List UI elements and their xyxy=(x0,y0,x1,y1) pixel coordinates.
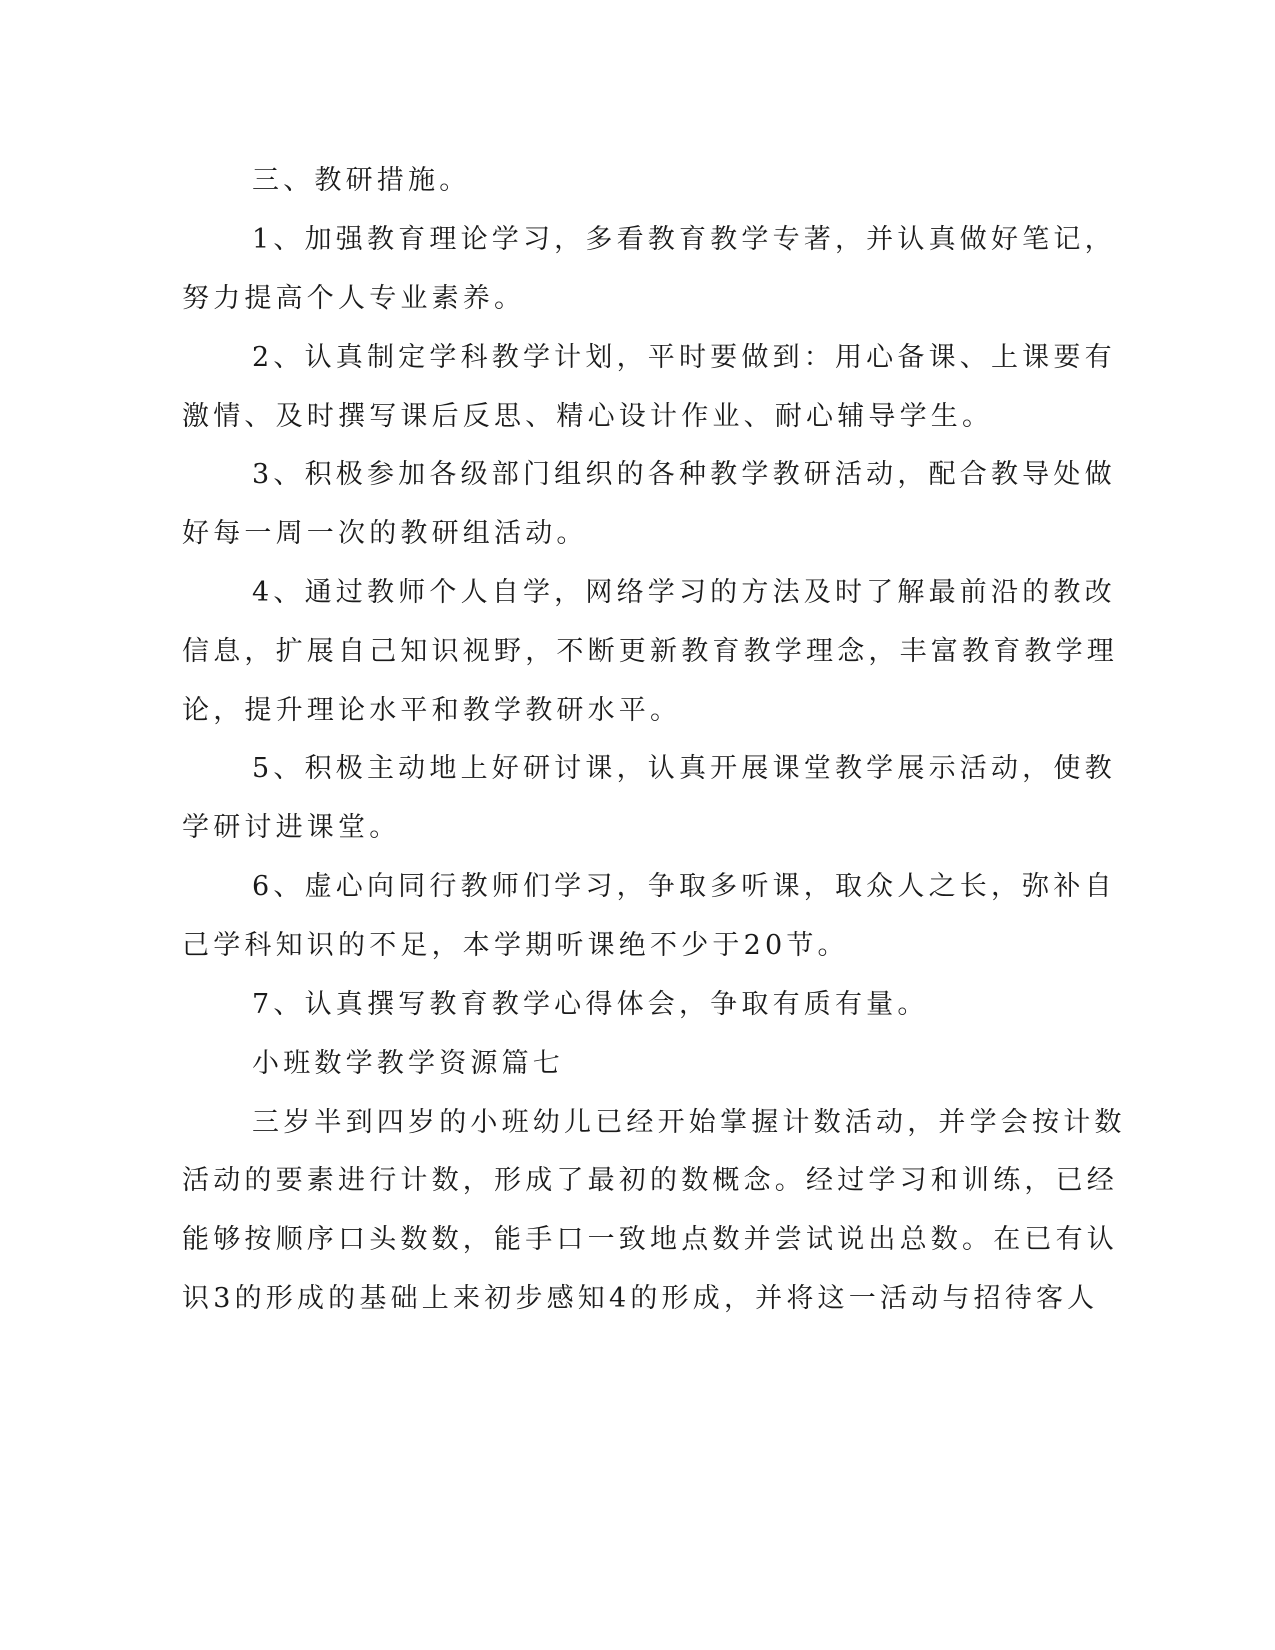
paragraph-line: 信息，扩展自己知识视野，不断更新教育教学理念，丰富教育教学理 xyxy=(182,636,1118,667)
paragraph-line: 3、积极参加各级部门组织的各种教学教研活动，配合教导处做 xyxy=(252,459,1116,490)
paragraph-line: 2、认真制定学科教学计划，平时要做到：用心备课、上课要有 xyxy=(252,342,1116,373)
paragraph-line: 好每一周一次的教研组活动。 xyxy=(182,518,588,549)
paragraph-line: 1、加强教育理论学习，多看教育教学专著，并认真做好笔记， xyxy=(252,224,1116,255)
paragraph-line: 7、认真撰写教育教学心得体会，争取有质有量。 xyxy=(252,989,929,1020)
paragraph-line: 5、积极主动地上好研讨课，认真开展课堂教学展示活动，使教 xyxy=(252,753,1116,784)
paragraph-line: 学研讨进课堂。 xyxy=(182,812,401,843)
paragraph-line: 4、通过教师个人自学，网络学习的方法及时了解最前沿的教改 xyxy=(252,577,1116,608)
paragraph-line: 三岁半到四岁的小班幼儿已经开始掌握计数活动，并学会按计数 xyxy=(252,1107,1126,1138)
paragraph-line: 活动的要素进行计数，形成了最初的数概念。经过学习和训练，已经 xyxy=(182,1165,1118,1196)
paragraph-line: 努力提高个人专业素养。 xyxy=(182,283,526,314)
paragraph-line: 6、虚心向同行教师们学习，争取多听课，取众人之长，弥补自 xyxy=(252,871,1116,902)
paragraph-line: 能够按顺序口头数数，能手口一致地点数并尝试说出总数。在已有认 xyxy=(182,1224,1118,1255)
paragraph-line: 识3的形成的基础上来初步感知4的形成，并将这一活动与招待客人 xyxy=(182,1283,1099,1314)
paragraph-line: 激情、及时撰写课后反思、精心设计作业、耐心辅导学生。 xyxy=(182,401,994,432)
section-heading: 三、教研措施。 xyxy=(252,165,471,196)
paragraph-line: 己学科知识的不足，本学期听课绝不少于20节。 xyxy=(182,930,849,961)
section-title: 小班数学教学资源篇七 xyxy=(252,1048,564,1079)
paragraph-line: 论，提升理论水平和教学教研水平。 xyxy=(182,695,682,726)
